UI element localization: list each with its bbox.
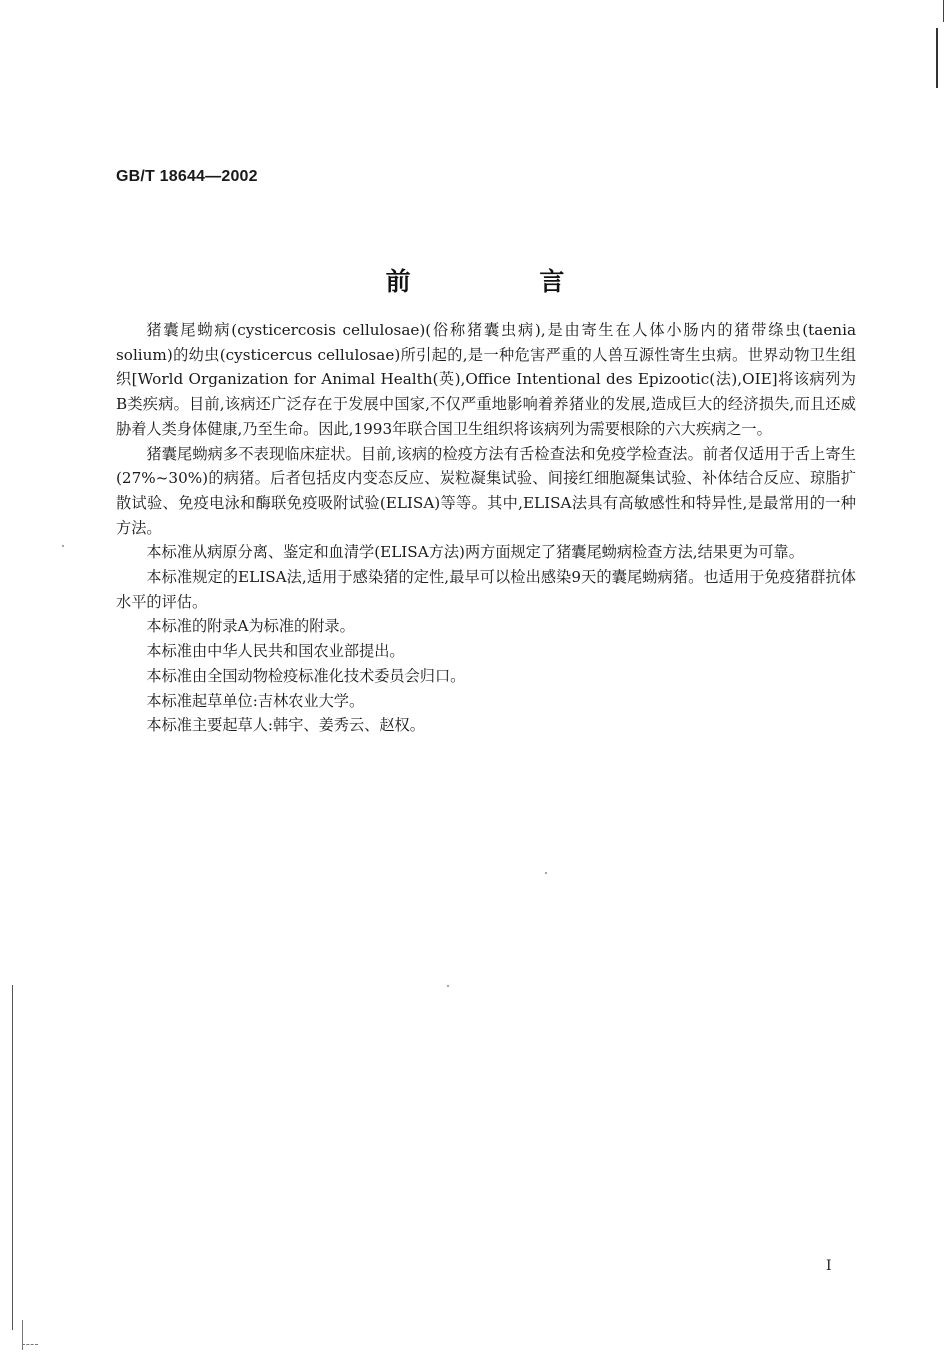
paragraph: 本标准规定的ELISA法,适用于感染猪的定性,最早可以检出感染9天的囊尾蚴病猪。也适用于免疫猪群抗体水平的评估。 [116,568,856,611]
paragraph: 本标准从病原分离、鉴定和血清学(ELISA方法)两方面规定了猪囊尾蚴病检查方法,结果更为可靠。 [146,543,804,562]
scan-artifact-line [22,1344,38,1346]
paragraph: 本标准主要起草人:韩宇、姜秀云、赵权。 [146,716,425,735]
paragraph: 猪囊尾蚴病(cysticercosis cellulosae)(俗称猪囊虫病),是由寄生在人体小肠内的猪带绦虫(taenia solium)的幼虫(cysticercus cellulosae)所引起的,是一种危害严重的人兽互源性寄生虫病。世界动物卫生组织[World Organization for Animal Health(英),Office Intentional des Epizootic(法),OIE]将该病列为B类疾病。目前,该病还广泛存在于发展中国家,不仅严重地影响着养猪业的发展,造成巨大的经济损失,而且还威胁着人类身体健康,乃至生命。因此,1993年联合国卫生组织将该病列为需要根除的六大疾病之一。 [116,321,856,438]
foreword-body [116,318,856,738]
page-number: I [826,1258,832,1274]
standard-code: GB/T 18644—2002 [116,168,258,185]
scan-artifact-dot [545,872,547,874]
paragraph: 本标准的附录A为标准的附录。 [146,617,355,636]
scan-artifact-line [12,985,13,1330]
paragraph: 本标准起草单位:吉林农业大学。 [146,691,365,710]
scan-artifact-line [936,28,938,88]
scan-artifact-dot [447,985,449,987]
paragraph: 本标准由中华人民共和国农业部提出。 [146,642,405,661]
scan-artifact-dot [62,545,64,547]
scan-artifact-line [943,0,944,22]
paragraph: 猪囊尾蚴病多不表现临床症状。目前,该病的检疫方法有舌检查法和免疫学检查法。前者仅适用于舌上寄生(27%~30%)的病猪。后者包括皮内变态反应、炭粒凝集试验、间接红细胞凝集试验、补体结合反应、琼脂扩散试验、免疫电泳和酶联免疫吸附试验(ELISA)等等。其中,ELISA法具有高敏感性和特异性,是最常用的一种方法。 [116,444,856,537]
page-title: 前 言 [385,267,625,296]
paragraph: 本标准由全国动物检疫标准化技术委员会归口。 [146,666,466,685]
